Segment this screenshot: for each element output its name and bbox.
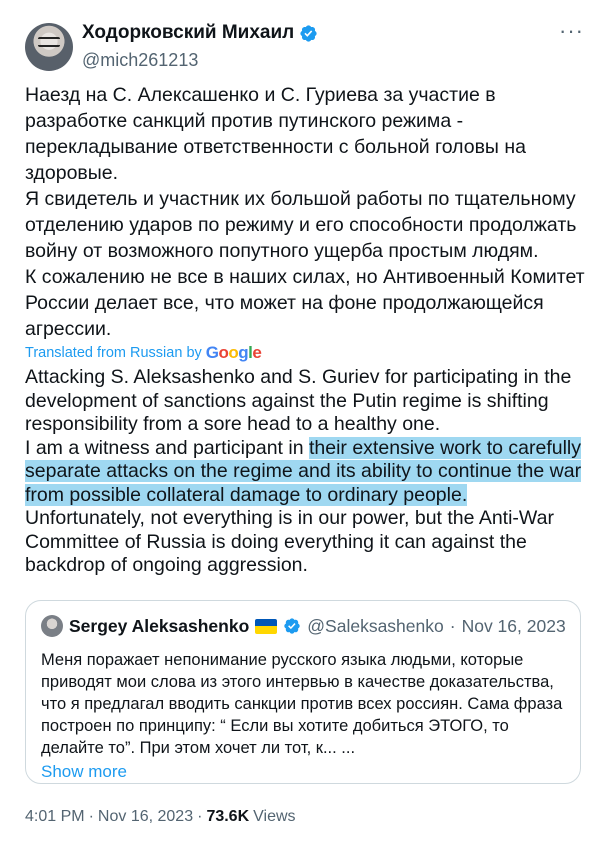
tweet-footer <box>25 808 296 826</box>
tweet-text-translated <box>25 366 585 578</box>
tweet-en-paragraph: Attacking S. Aleksashenko and S. Guriev for participating in the development of sanctions against the Putin regime is shifting responsibility from a sore head to a healthy one. <box>25 366 572 435</box>
show-more-link[interactable]: Show more <box>41 762 127 781</box>
author-name-row[interactable] <box>82 22 318 44</box>
quoted-author-handle[interactable]: @Saleksashenko <box>307 615 444 636</box>
author-name[interactable]: Ходорковский Михаил <box>82 22 295 43</box>
author-block <box>82 22 318 71</box>
separator-dot: · <box>197 808 203 825</box>
tweet-date[interactable]: Nov 16, 2023 <box>97 808 194 825</box>
views-label: Views <box>253 808 296 825</box>
tweet-en-paragraph <box>25 437 585 508</box>
quoted-tweet-text: Меня поражает непонимание русского языка людьми, которые приводят мои слова из этого интервью в качестве доказательства, что я предлагал вводить санкции против всех россиян. Сама фраза построен по принципу: “ Если вы хотите добиться ЭТОГО, то делайте то”. При этом хочет ли тот, к... ... <box>41 651 563 757</box>
translated-label: Translated from Russian by <box>25 345 202 361</box>
verified-badge-icon <box>299 24 318 43</box>
views-count[interactable]: 73.6K <box>206 808 250 825</box>
quoted-author-avatar[interactable] <box>41 615 63 637</box>
separator-dot: · <box>449 615 456 636</box>
quoted-tweet-date[interactable]: Nov 16, 2023 <box>461 615 566 636</box>
quoted-tweet-body <box>41 649 566 783</box>
author-handle[interactable]: @mich261213 <box>82 50 199 70</box>
tweet-en-paragraph: Unfortunately, not everything is in our power, but the Anti-War Committee of Russia is doing everything it can against the backdrop of ongoing aggression. <box>25 507 554 576</box>
author-avatar[interactable] <box>25 23 73 71</box>
tweet-ru-paragraph: К сожалению не все в наших силах, но Антивоенный Комитет России делает все, что может на фоне продолжающейся агрессии. <box>25 266 585 340</box>
tweet-time[interactable]: 4:01 PM <box>25 808 85 825</box>
quoted-author-name[interactable]: Sergey Aleksashenko <box>69 615 250 636</box>
quoted-tweet-card[interactable] <box>25 600 581 784</box>
quoted-tweet-header <box>41 615 566 637</box>
google-logo: Google <box>205 343 262 362</box>
more-options-icon[interactable]: ··· <box>559 18 584 43</box>
ukraine-flag-icon <box>255 619 277 634</box>
tweet-en-plain: I am a witness and participant in <box>25 436 309 459</box>
verified-badge-icon <box>283 617 301 635</box>
translation-attribution[interactable] <box>25 343 261 363</box>
tweet-ru-paragraph: Я свидетель и участник их большой работы по тщательному отделению ударов по режиму и его способности продолжать войну от возможного попутного ущерба простым людям. <box>25 188 577 262</box>
tweet-text-original <box>25 82 585 342</box>
tweet-ru-paragraph: Наезд на С. Алексашенко и С. Гуриева за участие в разработке санкций против путинского режима - перекладывание ответственности с больной головы на здоровые. <box>25 84 526 184</box>
text-highlight: their extensive work to carefully separate attacks on the regime and its ability to continue the war from possible collateral damage to ordinary people. <box>25 436 582 506</box>
separator-dot: · <box>88 808 94 825</box>
